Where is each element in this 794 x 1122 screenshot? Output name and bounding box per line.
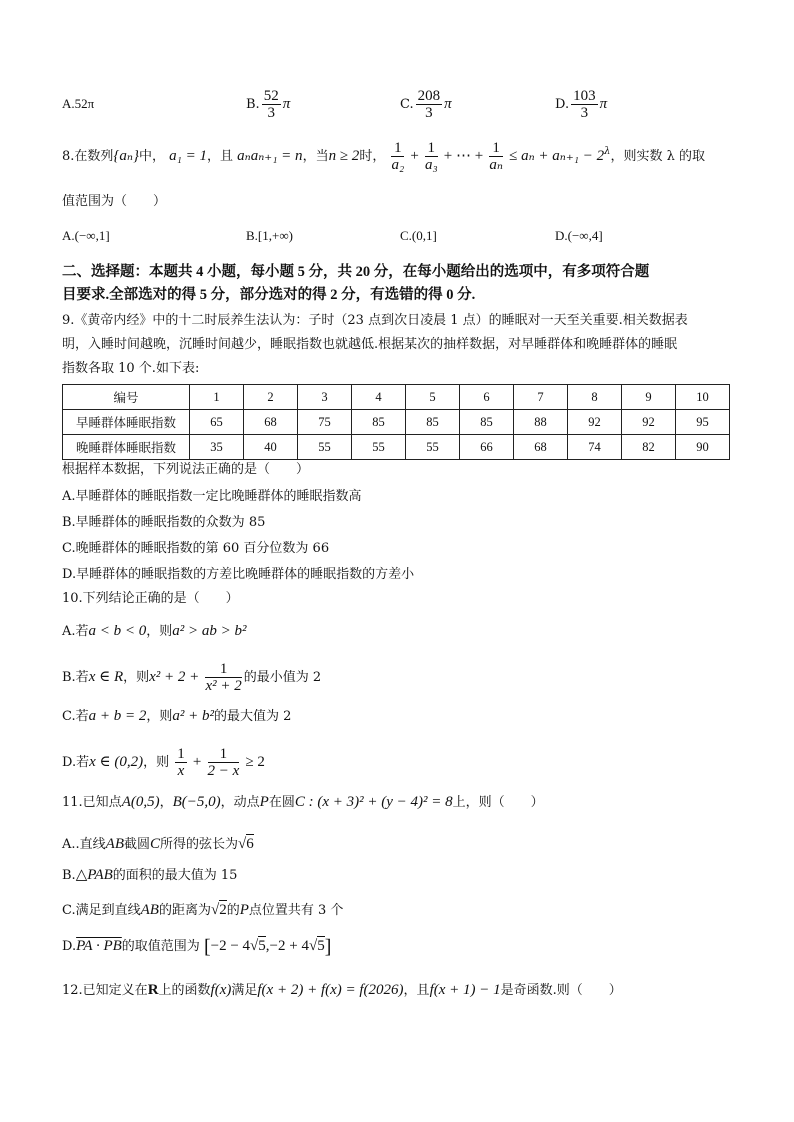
q8-option-b: B.[1,+∞) [246,228,293,243]
table-cell: 66 [460,435,514,460]
table-cell: 85 [406,410,460,435]
q8-stem-line2: 值范围为（ ） [62,194,167,209]
q12-stem: 12.已知定义在R上的函数f(x)满足f(x + 2) + f(x) = f(2026)，且f(x + 1) − 1是奇函数.则（ ） [62,982,622,998]
q10-option-c: C.若a + b = 2，则a² + b²的最大值为 2 [62,708,292,724]
table-cell: 65 [190,410,244,435]
q9-stem-line3: 指数各取 10 个.如下表: [62,361,200,376]
table-cell: 9 [622,385,676,410]
table-cell: 3 [298,385,352,410]
section2-heading-line2: 目要求.全部选对的得 5 分，部分选对的得 2 分，有选错的得 0 分. [62,287,476,303]
table-cell: 5 [406,385,460,410]
table-cell: 55 [298,435,352,460]
q9-option-c: C.晚睡群体的睡眠指数的第 60 百分位数为 66 [62,541,330,556]
table-cell: 74 [568,435,622,460]
table-cell: 6 [460,385,514,410]
q8-option-a: A.(−∞,1] [62,228,110,243]
q10-stem: 10.下列结论正确的是（ ） [62,591,239,606]
table-cell: 95 [676,410,730,435]
q9-stem-line1: 9.《黄帝内经》中的十二时辰养生法认为：子时（23 点到次日凌晨 1 点）的睡眠对一天至关重要.相关数据表 [62,313,688,328]
q7-option-a: A.52π [62,96,95,111]
q8-stem: 8.在数列{aₙ}中， a₁ = 1，且 aₙaₙ₊₁ = n，当n ≥ 2时， $\frac{1}{\text{a₂}}$ + $\frac{1}{\text{a₃}}$ + ⋯ + $\frac{1}{\text{aₙ}}$ ≤ $a_n + a_{n+1} - 2^\lambda$，则实数 λ 的取 [62,140,705,173]
table-cell: 编号 [63,385,190,410]
q7-option-c: C. $\frac{208}{3}$ π [400,88,452,121]
table-cell: 10 [676,385,730,410]
section2-heading: 二、选择题：本题共 4 小题，每小题 5 分，共 20 分，在每小题给出的选项中，有多项符合题 [62,264,650,280]
q8-option-c: C.(0,1] [400,228,437,243]
table-cell: 4 [352,385,406,410]
table-cell: 55 [352,435,406,460]
q11-option-c: C.满足到直线AB的距离为√2的P点位置共有 3 个 [62,902,344,918]
table-cell: 2 [244,385,298,410]
table-cell: 90 [676,435,730,460]
q11-option-b: B.△PAB的面积的最大值为 15 [62,867,238,883]
table-cell: 68 [514,435,568,460]
table-cell: 55 [406,435,460,460]
table-cell: 8 [568,385,622,410]
table-cell: 68 [244,410,298,435]
q10-option-b: B.若x ∈ R，则x² + 2 + $\frac{1}{\text{x² + 2}}$ 的最小值为 2 [62,661,322,694]
q11-stem: 11.已知点A(0,5)，B(−5,0)，动点P在圆C : (x + 3)² + (y − 4)² = 8上，则（ ） [62,794,544,810]
table-cell: 92 [568,410,622,435]
q7-option-b: B. $\frac{52}{3}$ π [246,88,291,121]
table-cell: 88 [514,410,568,435]
table-cell: 75 [298,410,352,435]
table-cell: 40 [244,435,298,460]
table-cell: 92 [622,410,676,435]
q7-option-d: D. $\frac{103}{3}$ π [555,88,608,121]
q10-option-a: A.若a < b < 0，则a² > ab > b² [62,623,247,639]
table-cell: 35 [190,435,244,460]
q9-question: 根据样本数据，下列说法正确的是（ ） [62,462,310,477]
q11-option-d: D.PA · PB的取值范围为 [−2 − 4√5,−2 + 4√5] [62,936,332,958]
table-cell: 1 [190,385,244,410]
q8-option-d: D.(−∞,4] [555,228,603,243]
table-cell: 早睡群体睡眠指数 [63,410,190,435]
q9-option-b: B.早睡群体的睡眠指数的众数为 85 [62,515,266,530]
q9-stem-line2: 明，入睡时间越晚，沉睡时间越少，睡眠指数也就越低.根据某次的抽样数据，对早睡群体和晚睡群体的睡眠 [62,337,678,352]
q9-option-d: D.早睡群体的睡眠指数的方差比晚睡群体的睡眠指数的方差小 [62,567,415,582]
table-cell: 晚睡群体睡眠指数 [63,435,190,460]
table-cell: 85 [352,410,406,435]
table-row [63,385,730,410]
sleep-index-table [62,384,730,460]
q11-option-a: A..直线AB截圆C所得的弦长为√6 [62,836,254,852]
table-cell: 85 [460,410,514,435]
table-cell: 82 [622,435,676,460]
table-cell: 7 [514,385,568,410]
table-row [63,435,730,460]
q10-option-d: D.若x ∈ (0,2)，则 $\frac{1}{x}$ + $\frac{1}{2 - x}$ ≥ 2 [62,746,265,779]
table-row [63,410,730,435]
q9-option-a: A.早睡群体的睡眠指数一定比晚睡群体的睡眠指数高 [62,489,362,504]
